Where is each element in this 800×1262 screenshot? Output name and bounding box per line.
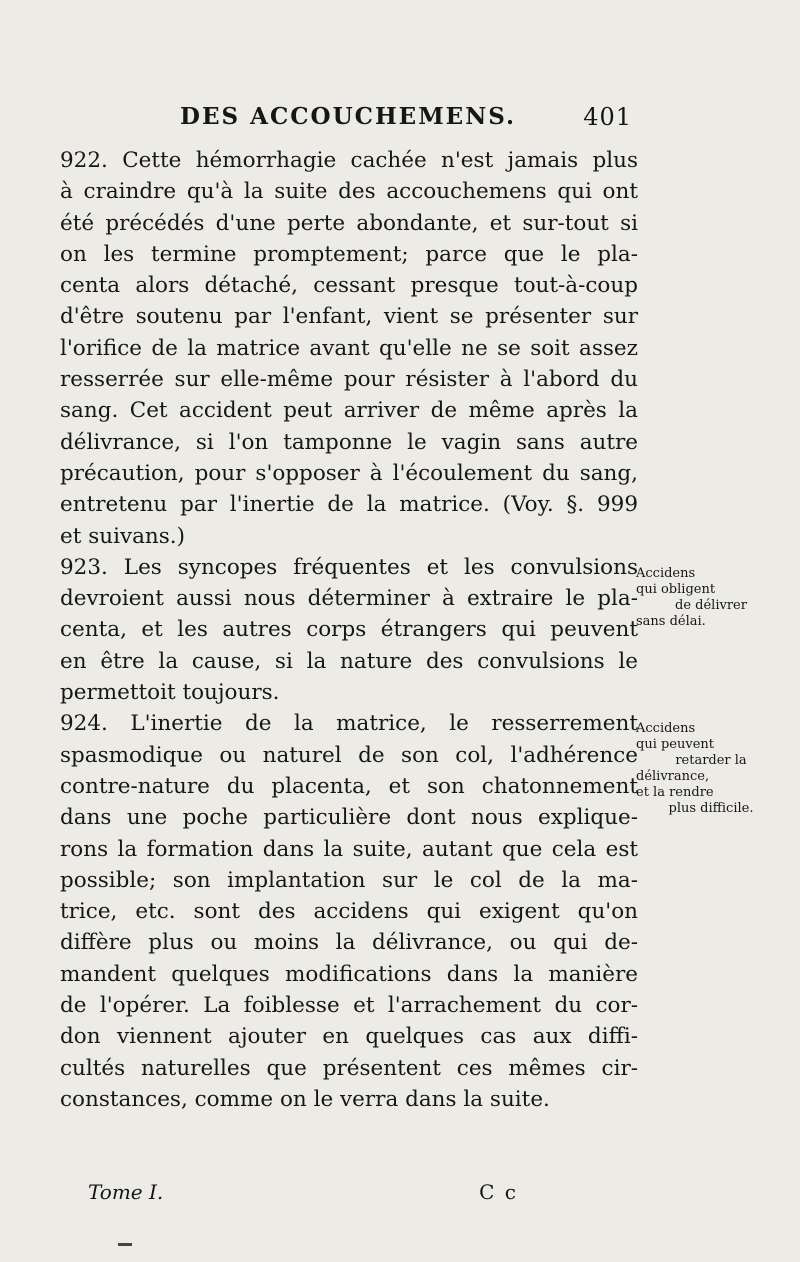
text-line: possible; son implantation sur le col de la ma- [60,867,638,893]
margin-note-line: qui peuvent [636,737,715,752]
page-number: 401 [583,103,632,131]
text-line: 922. Cette hémorrhagie cachée n'est jamais plus [60,148,638,173]
text-line: et suivans.) [60,523,186,549]
margin-note-line: de délivrer [675,598,747,613]
margin-note-line: retarder la [675,753,747,768]
volume-label: Tome I. [88,1180,164,1204]
text-line: en être la cause, si la nature des convulsions le [60,648,638,674]
text-line: dans une poche particulière dont nous explique- [60,805,638,831]
text-line: centa alors détaché, cessant presque tout-à-coup [60,273,638,299]
text-line: à craindre qu'à la suite des accouchemens qui ont [60,179,638,205]
margin-note-line: et la rendre [636,785,714,800]
text-line: 924. L'inertie de la matrice, le resserrement [60,711,638,737]
paragraph-922 [60,145,638,552]
body-text [60,145,638,1115]
text-line: on les termine promptement; parce que le pla- [60,241,638,267]
text-line: devroient aussi nous déterminer à extraire le pla- [60,586,638,612]
text-line: diffère plus ou moins la délivrance, ou qui de- [60,930,638,956]
margin-note-line: Accidens [636,566,696,581]
text-line: spasmodique ou naturel de son col, l'adhérence [60,742,638,768]
page-footer [88,1180,518,1210]
text-line: resserrée sur elle-même pour résister à l'abord du [60,367,638,393]
text-line: d'être soutenu par l'enfant, vient se présenter sur [60,304,638,330]
signature-mark: C c [479,1180,518,1204]
text-line: entretenu par l'inertie de la matrice. (Voy. §. 999 [60,492,638,518]
margin-note-line: Accidens [636,721,696,736]
margin-note [636,721,786,817]
margin-note-line: sans délai. [636,614,706,629]
text-line: cultés naturelles que présentent ces mêmes cir- [60,1055,638,1081]
text-line: permettoit toujours. [60,680,280,706]
text-line: mandent quelques modifications dans la manière [60,961,638,987]
paragraph-924 [60,708,638,1115]
text-line: précaution, pour s'opposer à l'écoulement du sang, [60,460,638,486]
margin-note-line: qui obligent [636,582,716,597]
running-header [180,103,632,143]
ink-mark [118,1243,132,1246]
margin-note [636,566,786,630]
text-line: trice, etc. sont des accidens qui exigent qu'on [60,899,638,925]
text-line: été précédés d'une perte abondante, et sur-tout si [60,210,638,236]
margin-note-line: plus difficile. [668,801,754,816]
text-line: don viennent ajouter en quelques cas aux diffi- [60,1024,638,1050]
text-line: rons la formation dans la suite, autant que cela est [60,836,638,862]
margin-note-line: délivrance, [636,769,710,784]
text-line: centa, et les autres corps étrangers qui peuvent [60,617,638,643]
text-line: sang. Cet accident peut arriver de même après la [60,398,638,424]
running-title: DES ACCOUCHEMENS. [180,103,517,130]
text-line: de l'opérer. La foiblesse et l'arrachement du cor- [60,993,638,1019]
text-line: délivrance, si l'on tamponne le vagin sans autre [60,429,638,455]
text-line: contre-nature du placenta, et son chatonnement [60,773,638,799]
text-line: l'orifice de la matrice avant qu'elle ne se soit assez [60,335,638,361]
text-line: constances, comme on le verra dans la suite. [60,1086,550,1112]
paragraph-923 [60,552,638,708]
text-line: 923. Les syncopes fréquentes et les convulsions [60,554,638,580]
